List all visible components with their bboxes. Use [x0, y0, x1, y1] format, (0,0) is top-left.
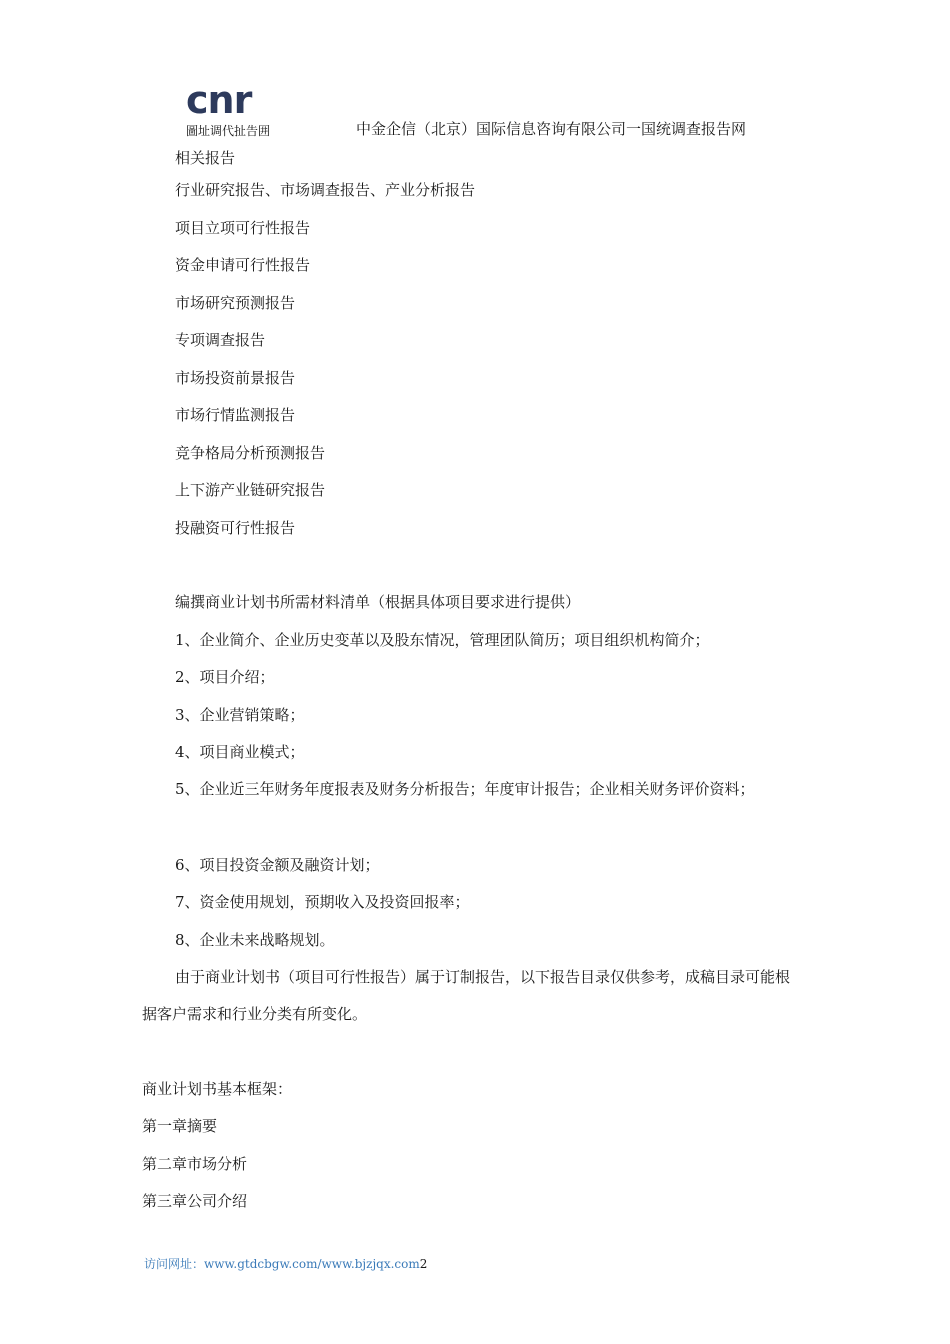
- materials-item: 4、项目商业模式；: [175, 743, 305, 761]
- logo-mark: cnr: [186, 78, 252, 122]
- materials-item: 6、项目投资金额及融资计划；: [175, 856, 380, 874]
- related-report-item: 市场行情监测报告: [175, 406, 296, 424]
- related-reports-title: 相关报告: [175, 149, 236, 167]
- materials-item: 5、企业近三年财务年度报表及财务分析报告；年度审计报告；企业相关财务评价资料；: [175, 780, 755, 798]
- related-report-item: 市场研究预测报告: [175, 294, 296, 312]
- related-report-item: 投融资可行性报告: [175, 519, 296, 537]
- materials-title: 编撰商业计划书所需材料清单（根据具体项目要求进行提供）: [175, 593, 581, 611]
- related-report-item: 专项调查报告: [175, 331, 266, 349]
- related-report-item: 上下游产业链研究报告: [175, 481, 326, 499]
- related-report-item: 资金申请可行性报告: [175, 256, 311, 274]
- logo-subtitle: 圖址调代扯告囲: [186, 124, 271, 138]
- materials-item: 1、企业简介、企业历史变革以及股东情况，管理团队简历；项目组织机构简介；: [175, 631, 710, 649]
- framework-chapter: 第二章市场分析: [142, 1155, 248, 1173]
- materials-item: 2、项目介绍；: [175, 668, 275, 686]
- page-number: 2: [419, 1257, 428, 1271]
- materials-note: 由于商业计划书（项目可行性报告）属于订制报告，以下报告目录仅供参考，成稿目录可能根据客户需求和行业分类有所变化。: [142, 968, 791, 1023]
- related-report-item: 市场投资前景报告: [175, 369, 296, 387]
- related-report-item: 行业研究报告、市场调查报告、产业分析报告: [175, 181, 476, 199]
- header-company-name: 中金企信（北京）国际信息咨询有限公司一国统调查报告网: [356, 120, 747, 138]
- related-report-item: 项目立项可行性报告: [175, 219, 311, 237]
- framework-chapter: 第三章公司介绍: [142, 1192, 248, 1210]
- materials-item: 8、企业未来战略规划。: [175, 931, 335, 949]
- framework-chapter: 第一章摘要: [142, 1117, 218, 1135]
- related-report-item: 竞争格局分析预测报告: [175, 444, 326, 462]
- footer-label: 访问网址：: [144, 1257, 205, 1271]
- footer-url-link[interactable]: www.gtdcbgw.com/www.bjzjqx.com: [204, 1257, 420, 1271]
- framework-title: 商业计划书基本框架：: [142, 1080, 293, 1098]
- logo: [186, 80, 296, 138]
- materials-item: 7、资金使用规划，预期收入及投资回报率；: [175, 893, 470, 911]
- materials-item: 3、企业营销策略；: [175, 706, 305, 724]
- footer: [144, 1256, 427, 1272]
